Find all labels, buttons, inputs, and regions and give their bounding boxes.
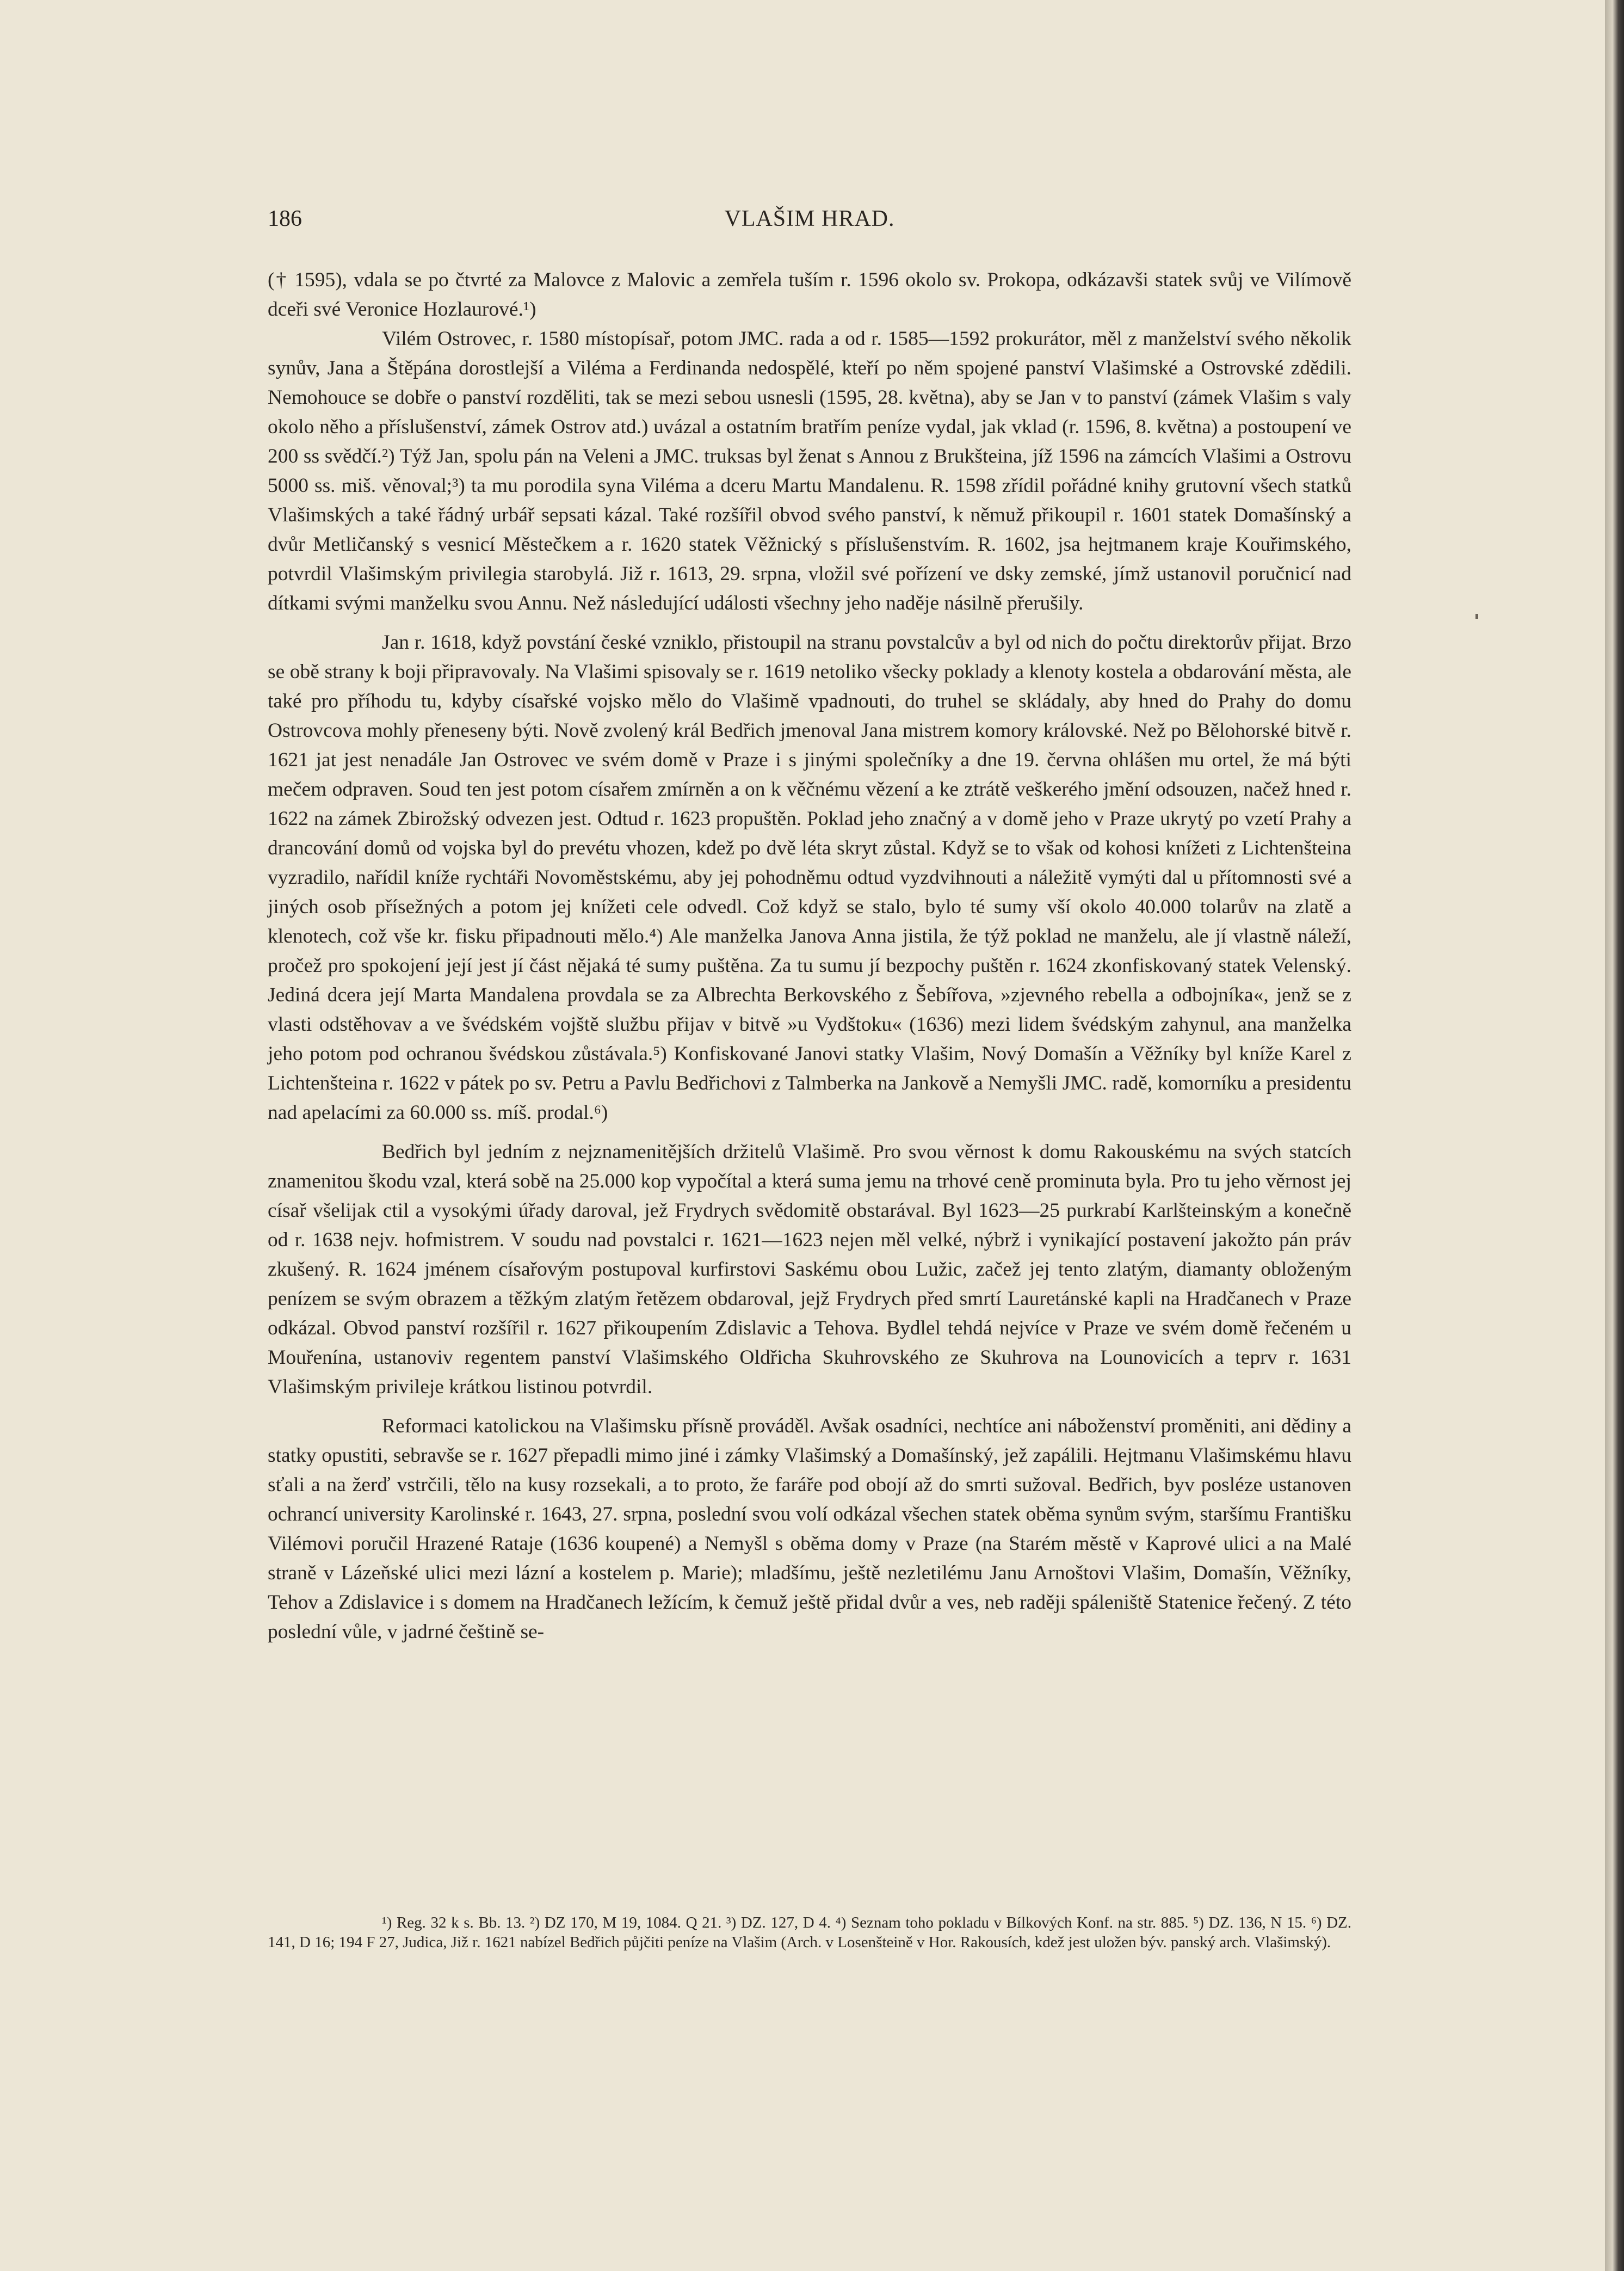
page-header	[268, 206, 1351, 238]
paragraph-jan-1618: Jan r. 1618, když povstání české vzniklo, přistoupil na stranu povstalcův a byl od nich do počtu direktorův přijat. Brzo se obě strany k boji připravovaly. Na Vlašimi spisovaly se r. 1619 netoliko všecky poklady a klenoty kostela a obdarování města, ale také pro příhodu tu, kdyby císařské vojsko mělo do Vlašimě vpadnouti, do truhel se skládaly, aby hned do Prahy do domu Ostrovcova mohly přeneseny býti. Nově zvolený král Bedřich jmenoval Jana mistrem komory královské. Než po Bělohorské bitvě r. 1621 jat jest nenadále Jan Ostrovec ve svém domě v Praze i s jinými společníky a dne 19. června ohlášen mu ortel, že má býti mečem odpraven. Soud ten jest potom císařem zmírněn a on k věčnému vězení a ke ztrátě veškerého jmění odsouzen, načež hned r. 1622 na zámek Zbirožský odvezen jest. Odtud r. 1623 propuštěn. Poklad jeho značný a v domě jeho v Praze ukrytý po vzetí Prahy a drancování domů od vojska byl do prevétu vhozen, kdež po dvě léta skryt zůstal. Když se to však od kohosi knížeti z Lichtenšteina vyzradilo, nařídil kníže rychtáři Novoměstskému, aby jej pohodněmu odtud vyzdvihnouti a náležitě vymýti dal u přítomnosti své a jiných osob přísežných a potom jej knížeti cele odvedl. Což když se stalo, bylo té sumy vší okolo 40.000 tolarův na zlatě a klenotech, což vše kr. fisku připadnouti mělo.⁴) Ale manželka Janova Anna jistila, že týž poklad ne manželu, ale jí vlastně náleží, pročež pro spokojení její jest jí část nějaká té sumy puštěna. Za tu sumu jí bezpochy puštěn r. 1624 zkonfiskovaný statek Velenský. Jediná dcera její Marta Mandalena provdala se za Albrechta Berkovského z Šebířova, »zjevného rebella a odbojníka«, jenž se z vlasti odstěhovav a ve švédském vojště službu přijav v bitvě »u Vydštoku« (1636) mezi lidem švédským zahynul, ana manželka jeho potom pod ochranou švédskou zůstávala.⁵) Konfiskované Janovi statky Vlašim, Nový Domašín a Věžníky byl kníže Karel z Lichtenšteina r. 1622 v pátek po sv. Petru a Pavlu Bedřichovi z Talmberka na Jankově a Nemyšli JMC. radě, komorníku a presidentu nad apelacími za 60.000 ss. míš. prodal.⁶)	[268, 631, 1351, 1124]
paragraph-reformace: Reformaci katolickou na Vlašimsku přísně prováděl. Avšak osadníci, nechtíce ani náboženství proměniti, ani dědiny a statky opustiti, sebravše se r. 1627 přepadli mimo jiné i zámky Vlašimský a Domašínský, jež zapálili. Hejtmanu Vlašimskému hlavu sťali a na žerď vstrčili, tělo na kusy rozsekali, a to proto, že faráře pod obojí až do smrti sužoval. Bedřich, byv posléze ustanoven ochrancí university Karolinské r. 1643, 27. srpna, poslední svou volí odkázal všechen statek oběma synům svým, staršímu Františku Vilémovi poručil Hrazené Rataje (1636 koupené) a Nemyšl s oběma domy v Praze (na Starém městě v Kaprové ulici a na Malé straně v Lázeňské ulici mezi lázní a kostelem p. Marie); mladšímu, ještě nezletilému Janu Arnoštovi Vlašim, Domašín, Věžníky, Tehov a Zdislavice i s domem na Hradčanech ležícím, k čemuž ještě přidal dvůr a ves, neb raději spáleniště Statenice řečený. Z této poslední vůle, v jadrné češtině se-	[268, 1415, 1351, 1643]
footnotes	[268, 1913, 1351, 1952]
paragraph-bedrich: Bedřich byl jedním z nejznamenitějších držitelů Vlašimě. Pro svou věrnost k domu Rakouskému na svých statcích znamenitou škodu vzal, která sobě na 25.000 kop vypočítal a která suma jemu na trhové ceně prominuta byla. Pro tu jeho věrnost jej císař všelijak ctil a vysokými úřady daroval, jež Frydrych svědomitě obstarával. Byl 1623—25 purkrabí Karlšteinským a konečně od r. 1638 nejv. hofmistrem. V soudu nad povstalci r. 1621—1623 nejen měl velké, nýbrž i vynikající postavení jakožto pán práv zkušený. R. 1624 jménem císařovým postupoval kurfirstovi Saskému obou Lužic, začež jej tento zlatým, diamanty obloženým penízem se svým obrazem a těžkým zlatým řetězem obdaroval, jejž Frydrych před smrtí Lauretánské kapli na Hradčanech v Praze odkázal. Obvod panství rozšířil r. 1627 přikoupením Zdislavic a Tehova. Bydlel tehdá nejvíce v Praze ve svém domě řečeném u Mouřenína, ustanoviv regentem panství Vlašimského Oldřicha Skuhrovského ze Skuhrova na Lounovicích a teprv r. 1631 Vlašimským privileje krátkou listinou potvrdil.	[268, 1141, 1351, 1398]
footnote-block: ¹) Reg. 32 k s. Bb. 13. ²) DZ 170, M 19, 1084. Q 21. ³) DZ. 127, D 4. ⁴) Seznam toho pokladu v Bílkových Konf. na str. 885. ⁵) DZ. 136, N 15. ⁶) DZ. 141, D 16; 194 F 27, Judica, Již r. 1621 nabízel Bedřich půjčiti peníze na Vlašim (Arch. v Losenšteině v Hor. Rakousích, kdež jest uložen býv. panský arch. Vlašimský).	[268, 1914, 1351, 1951]
page-number: 186	[268, 206, 302, 231]
scan-edge-shadow	[1605, 0, 1624, 2271]
margin-ink-dot	[1475, 614, 1478, 619]
paragraph-continuation: († 1595), vdala se po čtvrté za Malovce z Malovic a zemřela tuším r. 1596 okolo sv. Prokopa, odkázavši statek svůj ve Vilímově dceři své Veronice Hozlaurové.¹)	[268, 269, 1351, 321]
main-text	[268, 266, 1351, 1647]
paragraph-vilem-ostrovec: Vilém Ostrovec, r. 1580 místopísař, potom JMC. rada a od r. 1585—1592 prokurátor, měl z manželství svého několik synův, Jana a Štěpána dorostlejší a Viléma a Ferdinanda nedospělé, kteří po něm spojené panství Vlašimské a Ostrovské zdědili. Nemohouce se dobře o panství rozděliti, tak se mezi sebou usnesli (1595, 28. května), aby se Jan v to panství (zámek Vlašim s valy okolo něho a příslušenství, zámek Ostrov atd.) uvázal a ostatním bratřím peníze vydal, jak vklad (r. 1596, 8. května) a postoupení ve 200 ss svědčí.²) Týž Jan, spolu pán na Veleni a JMC. truksas byl ženat s Annou z Brukšteina, jíž 1596 na zámcích Vlašimi a Ostrovu 5000 ss. miš. věnoval;³) ta mu porodila syna Viléma a dceru Martu Mandalenu. R. 1598 zřídil pořádné knihy grutovní všech statků Vlašimských a také řádný urbář sepsati kázal. Také rozšířil obvod svého panství, k němuž přikoupil r. 1601 statek Domašínský a dvůr Metličanský s vesnicí Městečkem a r. 1620 statek Věžnický s příslušenstvím. R. 1602, jsa hejtmanem kraje Kouřimského, potvrdil Vlašimským privilegia starobylá. Již r. 1613, 29. srpna, vložil své pořízení ve dsky zemské, jímž ustanovil poručnicí nad dítkami svými manželku svou Annu. Než následující události všechny jeho naděje násilně přerušily.	[268, 328, 1351, 614]
running-head: VLAŠIM HRAD.	[724, 206, 895, 231]
